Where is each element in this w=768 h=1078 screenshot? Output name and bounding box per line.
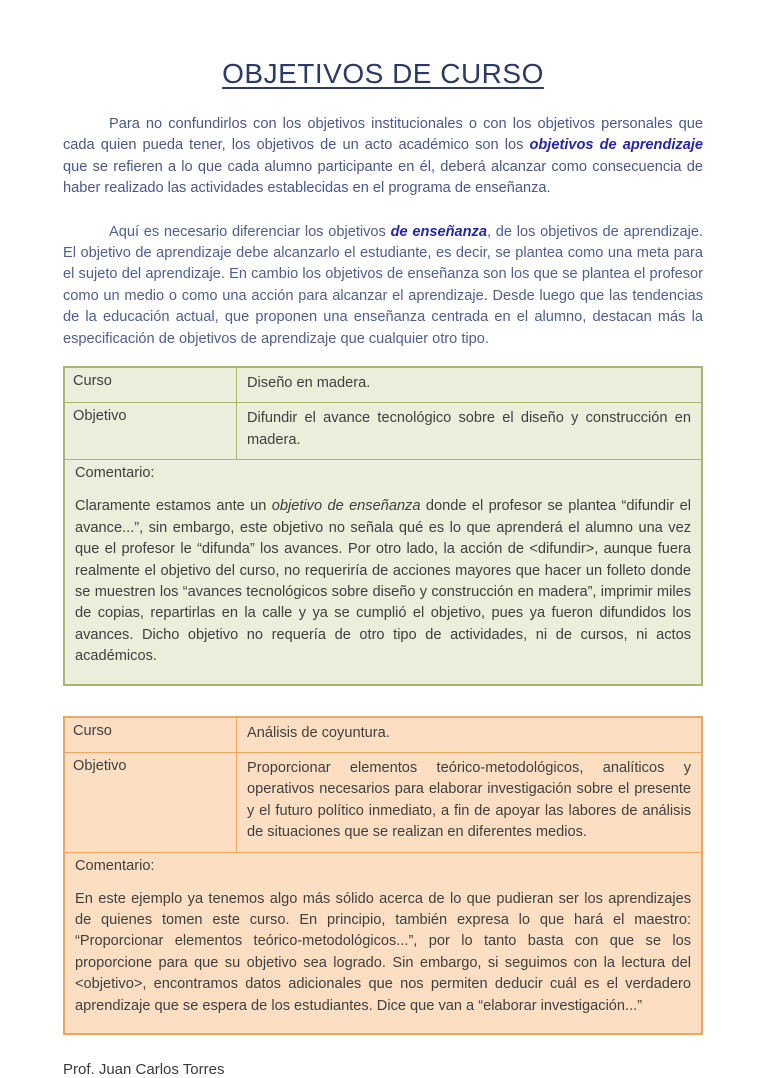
author-signature: Prof. Juan Carlos Torres [63,1061,225,1078]
paragraph-text: , de los objetivos de aprendizaje. El objetivo de aprendizaje debe alcanzarlo el estudiante, es decir, se plantea como una meta para el sujeto del aprendizaje. En cambio los objetivos de enseñanza son los que se plantea el profesor como un medio o como una acción para alcanzar el aprendizaje. Desde luego que las tendencias de la educación actual, que proponen una enseñanza centrada en el alumno, destacan más la especificación de objetivos de aprendizaje que cualquier otro tipo. [63,223,703,347]
comment-segment: En este ejemplo ya tenemos algo más sólido acerca de lo que pudieran ser los aprendizajes de quienes tomen este curso. En principio, también expresa lo que hará el maestro: “Proporcionar elementos teórico-metodológicos...”, por lo tanto basta con que se los proporcione para que su objetivo sea logrado. Sin embargo, si seguimos con la lectura del <objetivo>, encontramos datos adicionales que nos permiten deducir cuál es el verdadero aprendizaje que se espera de los estudiantes. Dice que van a “elaborar investigación...” [75,890,691,1014]
comment-label: Comentario: [75,857,155,874]
intro-paragraph-2 [63,222,703,350]
row-value: Diseño en madera. [247,375,371,392]
paragraph-text: Aquí es necesario diferenciar los objetivos [109,223,391,240]
paragraph-text: Para no confundirlos con los objetivos institucionales o con los objetivos personales que cada quien pueda tener, los objetivos de un acto académico son los [63,116,703,154]
comment-label: Comentario: [75,465,155,482]
paragraph-text: que se refieren a lo que cada alumno participante en él, deberá alcanzar como consecuencia de haber realizado las actividades establecidas en el programa de enseñanza. [63,158,703,197]
comment-segment: donde el profesor se plantea “difundir el avance...”, sin embargo, este objetivo no señala qué es lo que aprenderá el alumno una vez que el profesor le “difunda” los avances. Por otro lado, la acción de <difundir>, aunque fuera realmente el objetivo del curso, no requeriría de acciones mayores que hacer un folleto donde se muestren los “avances tecnológicos sobre diseño y construcción en madera”, imprimir miles de copias, repartirlas en la calle y ya se cumplió el objetivo, pues ya fueron difundidos los avances. Dicho objetivo no requería de otro tipo de actividades, ni de cursos, ni actos académicos. [75,498,692,665]
table-row-curso [65,368,701,403]
comment-text [75,496,691,667]
paragraph-bold-phrase: de enseñanza [390,223,487,240]
table-comment-section [65,853,701,1033]
course-example-table-madera [63,366,703,685]
row-label: Curso [65,368,237,402]
paragraph-bold-phrase: objetivos de aprendizaje [529,137,703,154]
row-label: Objetivo [65,403,237,459]
comment-segment: Claramente estamos ante un [75,498,272,515]
table-row-curso [65,718,701,753]
comment-text [75,889,691,1017]
table-row-objetivo [65,403,701,460]
row-label: Curso [65,718,237,752]
row-value: Proporcionar elementos teórico-metodológicos, analíticos y operativos necesarios para elaborar investigación sobre el presente y el futuro político inmediato, a fin de apoyar las labores de análisis de situaciones que se realizan en diferentes medios. [247,759,691,841]
row-value: Análisis de coyuntura. [247,724,390,741]
table-comment-section [65,460,701,683]
comment-italic-phrase: objetivo de enseñanza [271,498,421,515]
row-label: Objetivo [65,753,237,852]
table-row-objetivo [65,753,701,853]
page-title: OBJETIVOS DE CURSO [222,58,544,89]
course-example-table-coyuntura [63,716,703,1035]
row-value: Difundir el avance tecnológico sobre el diseño y construcción en madera. [247,410,691,448]
intro-paragraph-1 [63,114,703,200]
